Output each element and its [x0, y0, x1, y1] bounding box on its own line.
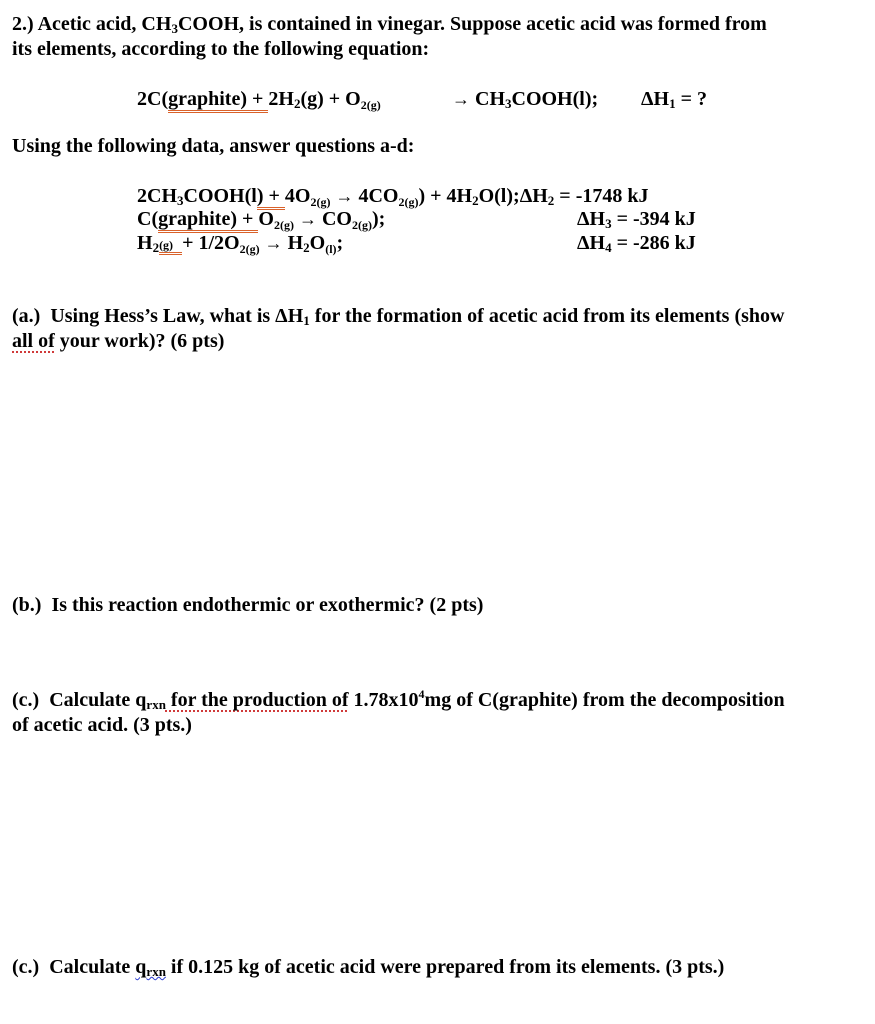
main-equation-product: → $CH_3COOH(l)$; [452, 88, 599, 111]
intro-text-2: its elements, according to the following equation: [12, 38, 430, 60]
main-equation-dh: $\Delta H_1$ = ? [641, 88, 708, 111]
problem-intro: 2.) Acetic acid, $CH_3COOH$, is contained in vinegar. Suppose acetic acid was formed from its elements, according to the following equation: [12, 13, 767, 60]
spelling-flag-qrxn[interactable]: $q_{rxn}$ [135, 956, 166, 979]
spelling-flag[interactable]: all of [12, 330, 55, 352]
dh4-value: $\Delta H_4 = -286$ kJ [577, 232, 696, 255]
grammar-flag[interactable]: graphite) + [158, 208, 258, 233]
main-equation: 2C(graphite) + $2H_2(g) + O_{2(g)}$ [137, 88, 381, 112]
question-a: (a.) Using Hess’s Law, what is $\Delta H_1$ for the formation of acetic acid from its elements (show all of your work)? (6 pts) [12, 305, 785, 352]
grammar-flag-graphite[interactable]: graphite) + [168, 88, 268, 113]
grammar-flag[interactable]: for the production of [165, 689, 349, 711]
dh3-value: $\Delta H_3 = -394$ kJ [577, 208, 696, 231]
problem-number: 2.) [12, 13, 34, 35]
arrow-icon: → [452, 89, 470, 109]
question-c1-label: (c.) [12, 689, 40, 711]
reaction-row-3: C(graphite) + $O_{2(g)} \to CO_{2(g)}$); [137, 208, 386, 232]
question-c1: (c.) Calculate $q_{rxn}$ for the production of $1.78x10^4mg$ of C(graphite) from the decomposition of acetic acid. (3 pts.) [12, 687, 785, 736]
question-b-label: (b.) [12, 594, 42, 616]
arrow-icon: → [335, 186, 354, 206]
data-intro: Using the following data, answer questions a-d: [12, 135, 415, 157]
arrow-icon: → [264, 233, 283, 253]
reaction-row-2: $2CH_3COOH(l) + 4O_{2(g)} \to 4CO_{2(g)}$) + $4H_2O(l);\Delta H_2 = -1748$ kJ [137, 185, 649, 209]
intro-text-1: Acetic acid, CH [37, 13, 172, 35]
question-a-label: (a.) [12, 305, 41, 327]
grammar-flag[interactable]: ) + [257, 185, 285, 210]
question-c2: (c.) Calculate $q_{rxn}$ if 0.125 kg of acetic acid were prepared from its elements. (3 pts.) [12, 956, 725, 979]
question-b: (b.) Is this reaction endothermic or exothermic? (2 pts) [12, 594, 484, 616]
reaction-row-4: $H_2(g) + 1/2O_{2(g)} \to H_2O_{(l)}$; [137, 232, 344, 256]
arrow-icon: → [298, 209, 317, 229]
question-c2-label: (c.) [12, 956, 40, 978]
grammar-flag[interactable]: (g) [159, 238, 182, 255]
